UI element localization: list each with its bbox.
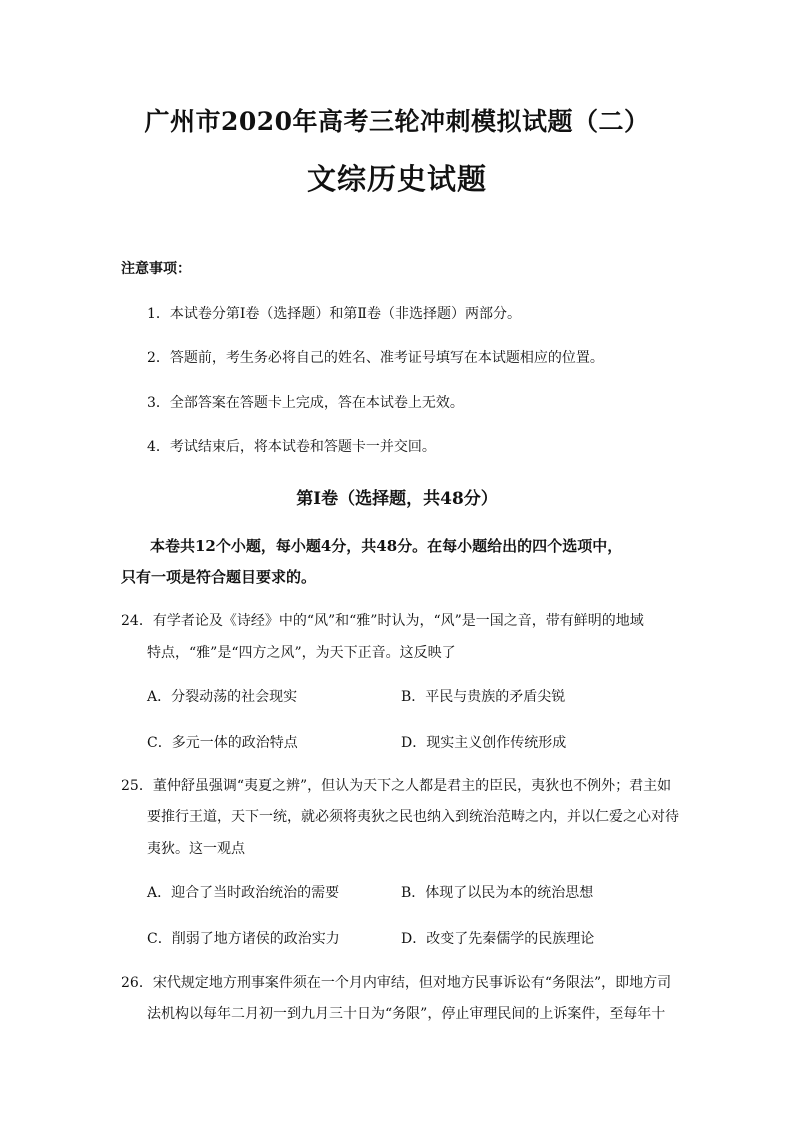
- notice-item: 1．本试卷分第Ⅰ卷（选择题）和第Ⅱ卷（非选择题）两部分。: [147, 306, 521, 322]
- question-24-option-c: C．多元一体的政治特点: [147, 735, 298, 751]
- notice-item: 4．考试结束后，将本试卷和答题卡一并交回。: [147, 439, 436, 455]
- question-25-option-d: D．改变了先秦儒学的民族理论: [401, 931, 595, 947]
- question-24-stem: 24．有学者论及《诗经》中的“风”和“雅”时认为，“风”是一国之音，带有鲜明的地域: [121, 613, 644, 629]
- question-25-option-c: C．削弱了地方诸侯的政治实力: [147, 931, 340, 947]
- question-26-stem: 26．宋代规定地方刑事案件须在一个月内审结，但对地方民事诉讼有“务限法”，即地方司: [121, 975, 672, 991]
- question-26-stem-cont: 法机构以每年二月初一到九月三十日为“务限”，停止审理民间的上诉案件，至每年十: [147, 1006, 666, 1022]
- exam-title: 广州市2020年高考三轮冲刺模拟试题（二）: [144, 107, 650, 136]
- exam-subtitle: 文综历史试题: [306, 162, 487, 196]
- question-25-option-a: A．迎合了当时政治统治的需要: [147, 885, 340, 901]
- section-heading: 第Ⅰ卷（选择题，共48分）: [296, 489, 498, 509]
- question-24-option-d: D．现实主义创作传统形成: [401, 735, 567, 751]
- notice-item: 2．答题前，考生务必将自己的姓名、准考证号填写在本试题相应的位置。: [147, 350, 604, 366]
- notice-item: 3．全部答案在答题卡上完成，答在本试卷上无效。: [147, 395, 464, 411]
- question-25-option-b: B．体现了以民为本的统治思想: [401, 885, 594, 901]
- question-24-option-b: B．平民与贵族的矛盾尖锐: [401, 689, 566, 705]
- question-24-option-a: A．分裂动荡的社会现实: [147, 689, 298, 705]
- question-25-stem-cont: 夷狄。这一观点: [147, 841, 245, 857]
- section-intro-line2: 只有一项是符合题目要求的。: [121, 568, 317, 586]
- question-25-stem-cont: 要推行王道，天下一统，就必须将夷狄之民也纳入到统治范畴之内，并以仁爱之心对待: [147, 809, 679, 825]
- question-24-stem-cont: 特点，“雅”是“四方之风”，为天下正音。这反映了: [147, 645, 456, 661]
- notice-heading: 注意事项：: [121, 261, 191, 277]
- question-25-stem: 25．董仲舒虽强调“夷夏之辨”，但认为天下之人都是君主的臣民，夷狄也不例外；君主如: [121, 778, 672, 794]
- section-intro-line1: 本卷共12个小题，每小题4分，共48分。在每小题给出的四个选项中，: [150, 537, 623, 555]
